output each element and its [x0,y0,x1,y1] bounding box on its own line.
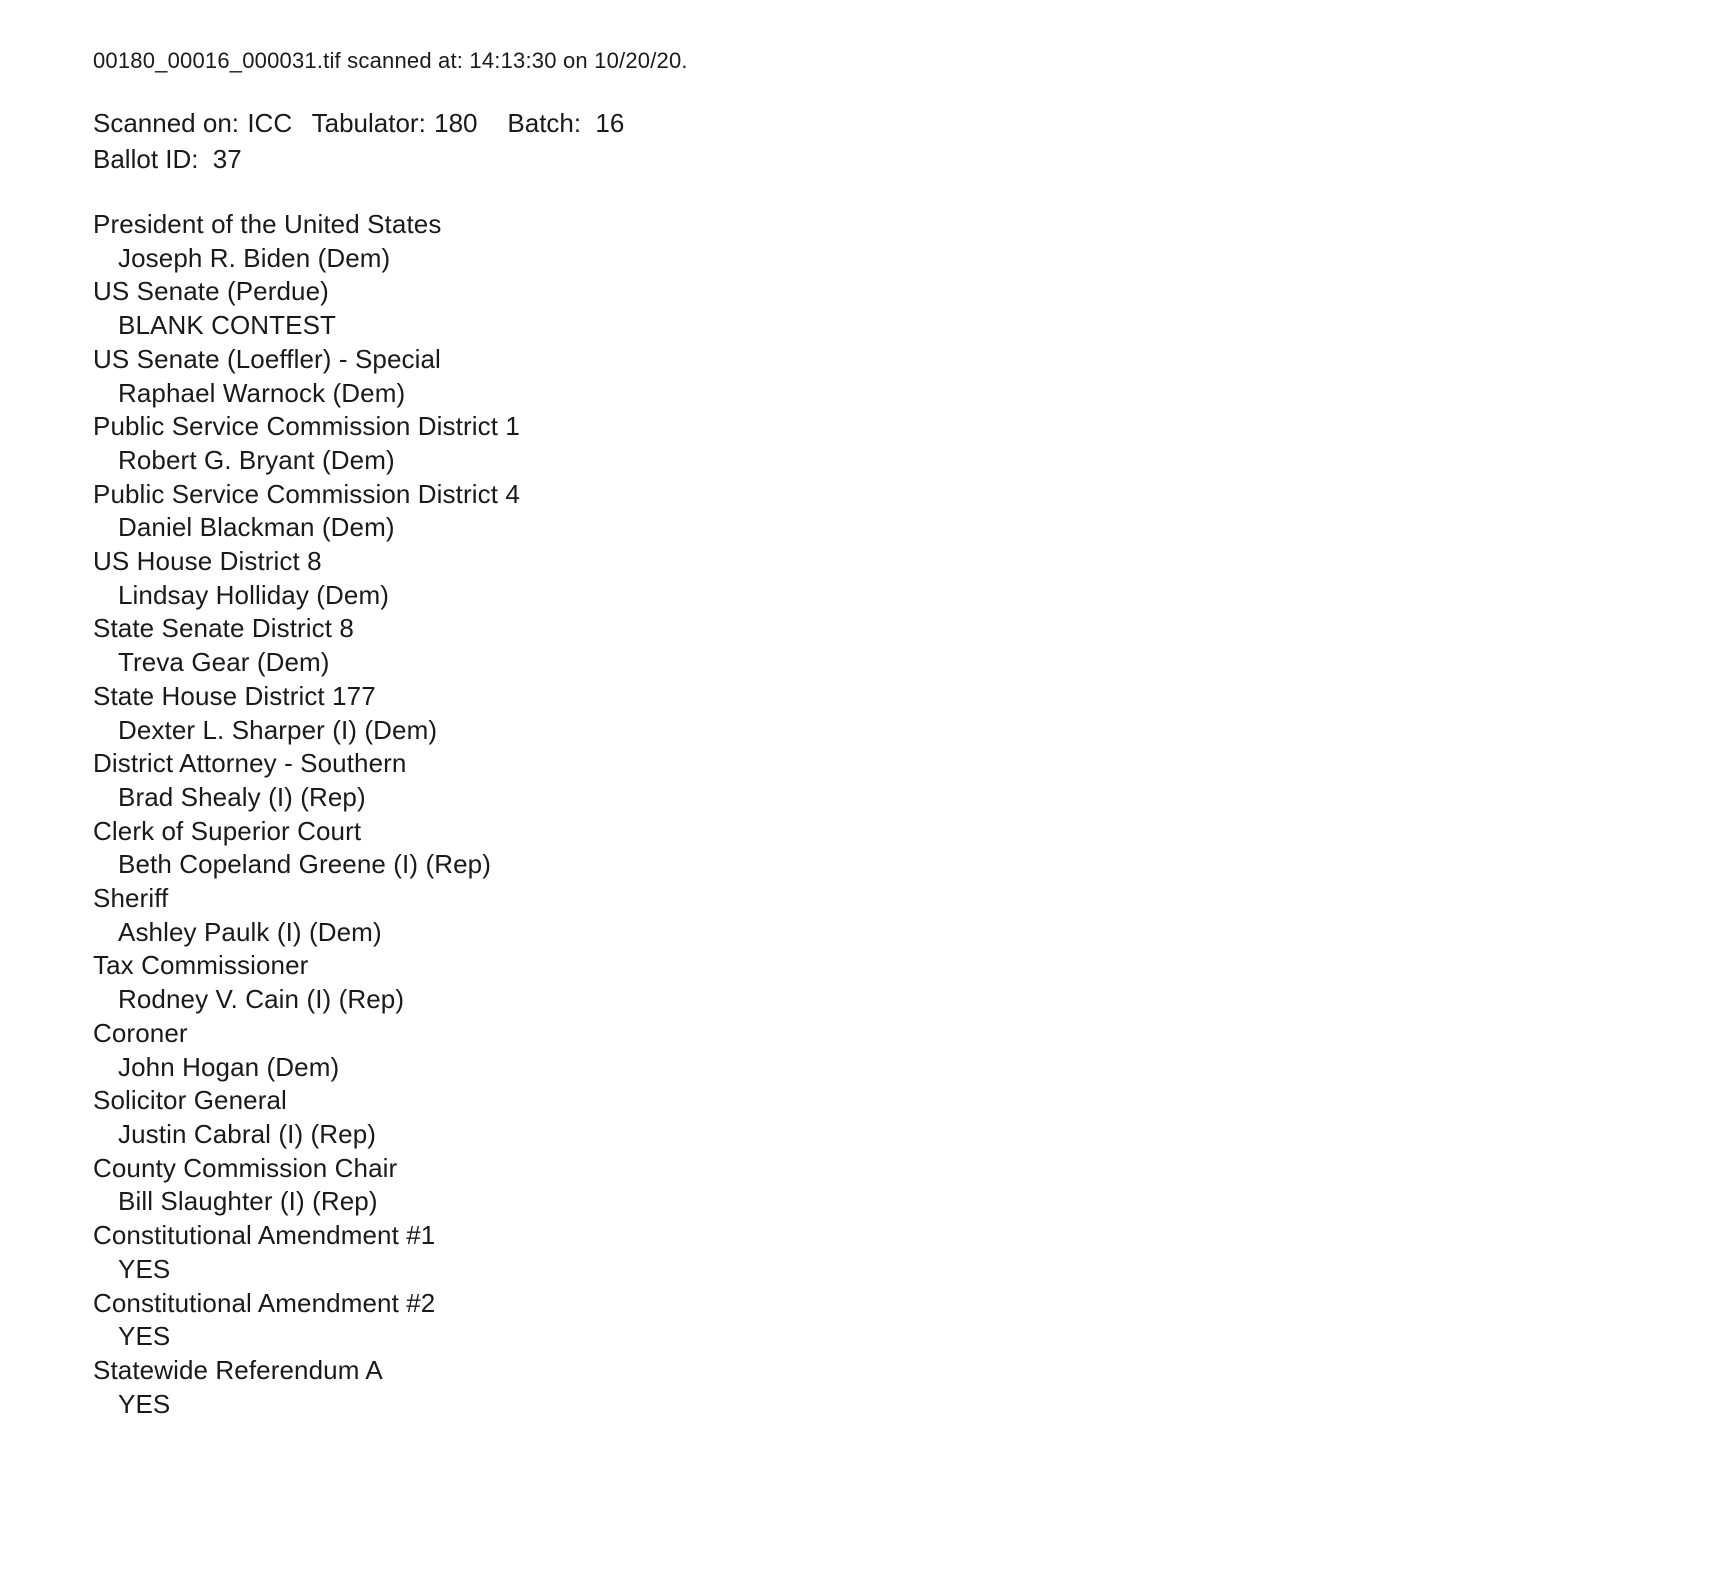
contest-selection: Treva Gear (Dem) [118,647,330,678]
contest-selection: Joseph R. Biden (Dem) [118,242,391,273]
contest-row [93,275,1649,342]
contest-name: US House District 8 [93,546,322,577]
contest-list [93,208,1649,1421]
scanned-on-value: ICC [247,108,293,138]
scan-info-line [93,105,1649,141]
scan-meta-block [93,105,1649,177]
contest-selection: Robert G. Bryant (Dem) [118,444,395,475]
ballot-id-line [93,141,1649,177]
scanned-on-label: Scanned on: [93,108,240,138]
contest-selection: YES [118,1253,171,1284]
contest-selection: Dexter L. Sharper (I) (Dem) [118,714,438,745]
contest-selection: John Hogan (Dem) [118,1051,340,1082]
contest-selection: Rodney V. Cain (I) (Rep) [118,984,405,1015]
contest-row [93,680,1649,747]
contest-row [93,1017,1649,1084]
contest-name: Clerk of Superior Court [93,815,362,846]
contest-row [93,545,1649,612]
contest-name: Public Service Commission District 4 [93,478,520,509]
contest-row [93,343,1649,410]
contest-name: US Senate (Perdue) [93,276,329,307]
contest-row [93,612,1649,679]
batch-value: 16 [595,108,625,138]
contest-selection: YES [118,1388,171,1419]
contest-name: Coroner [93,1017,188,1048]
contest-name: State Senate District 8 [93,613,354,644]
contest-row [93,949,1649,1016]
contest-selection: Brad Shealy (I) (Rep) [118,781,366,812]
contest-row [93,208,1649,275]
contest-row [93,747,1649,814]
contest-name: Public Service Commission District 1 [93,411,520,442]
contest-row [93,815,1649,882]
contest-selection: Bill Slaughter (I) (Rep) [118,1186,378,1217]
contest-selection: YES [118,1321,171,1352]
contest-name: Statewide Referendum A [93,1354,383,1385]
scan-filename-line: 00180_00016_000031.tif scanned at: 14:13:30 on 10/20/20. [93,48,688,73]
contest-selection: Daniel Blackman (Dem) [118,512,395,543]
tabulator-label: Tabulator: [311,108,426,138]
contest-name: President of the United States [93,209,442,239]
contest-selection: Beth Copeland Greene (I) (Rep) [118,849,491,880]
contest-name: Constitutional Amendment #1 [93,1220,436,1251]
contest-row [93,1354,1649,1421]
contest-selection: BLANK CONTEST [118,310,337,341]
contest-row [93,478,1649,545]
contest-row [93,410,1649,477]
contest-name: State House District 177 [93,680,376,711]
contest-name: District Attorney - Southern [93,748,407,779]
contest-selection: Justin Cabral (I) (Rep) [118,1118,377,1149]
contest-name: Tax Commissioner [93,950,309,981]
contest-selection: Ashley Paulk (I) (Dem) [118,916,382,947]
contest-name: County Commission Chair [93,1152,398,1183]
batch-label: Batch: [507,108,582,138]
contest-name: Constitutional Amendment #2 [93,1287,436,1318]
contest-row [93,1287,1649,1354]
ballot-id-label: Ballot ID: [93,144,199,174]
ballot-id-value: 37 [212,144,242,174]
contest-selection: Raphael Warnock (Dem) [118,377,406,408]
contest-row [93,1152,1649,1219]
contest-row [93,1084,1649,1151]
tabulator-value: 180 [434,108,478,138]
contest-name: Solicitor General [93,1085,287,1116]
contest-row [93,1219,1649,1286]
contest-row [93,882,1649,949]
contest-selection: Lindsay Holliday (Dem) [118,579,389,610]
contest-name: Sheriff [93,883,169,914]
contest-name: US Senate (Loeffler) - Special [93,343,441,374]
